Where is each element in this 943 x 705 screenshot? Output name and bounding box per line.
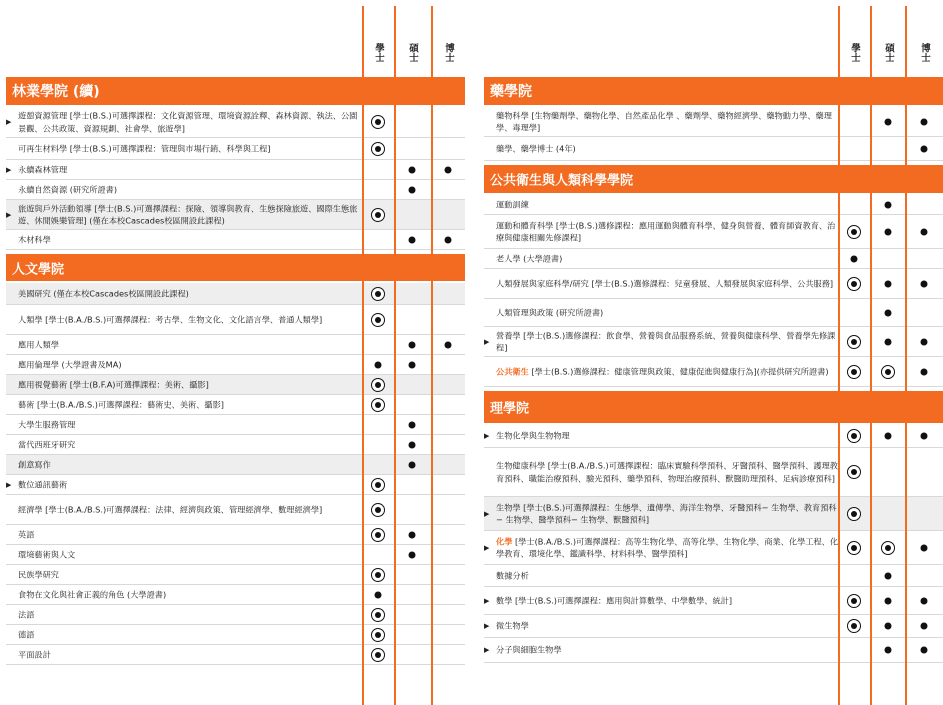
program-row [484,425,943,448]
program-name: 人類學 [學士(B.A./B.S.)可選擇課程：考古學、生物文化、文化語言學、普通人類學] [18,314,323,325]
program-name: 永續自然資源 (研究所證書) [18,184,118,195]
program-name: 經濟學 [學士(B.A./B.S.)可選擇課程：法律、經濟與政策、管理經濟學、數理經濟學] [18,504,323,515]
program-row [484,357,943,387]
ringed-dot-icon [371,608,385,622]
program-row [6,335,465,355]
ringed-dot-icon [847,225,861,239]
program-name-detail: [學士(B.A./B.S.)可選擇課程：高等生物化學、高等化學、生物化學、商業、化學工程、化學教育、環境化學、鑑識科學、材料科學、醫學預科] [496,535,839,559]
program-name: 應用倫理學 (大學證書及MA) [18,359,122,370]
doctorate-dot-icon [921,433,928,440]
bachelor-ring-icon [371,208,385,222]
program-name: 人類管理與政策 (研究所證書) [496,307,604,318]
program-row [484,137,943,161]
section-title: 人文學院 [12,262,65,277]
dot-icon [409,531,416,538]
program-row [6,138,465,160]
dot-icon [921,647,928,654]
program-row [484,497,943,531]
dot-icon [885,433,892,440]
master-ring-icon [881,541,895,555]
bachelor-ring-icon [371,287,385,301]
ringed-dot-icon [371,115,385,129]
program-row [6,525,465,545]
dot-icon [885,597,892,604]
bachelor-ring-icon [847,429,861,443]
expand-arrow-icon[interactable]: ▶ [484,509,490,518]
dot-icon [445,341,452,348]
dot-icon [921,118,928,125]
doctorate-dot-icon [921,597,928,604]
master-dot-icon [409,551,416,558]
program-row [484,448,943,497]
bachelor-ring-icon [847,507,861,521]
program-row [484,531,943,565]
program-row [6,375,465,395]
master-dot-icon [885,201,892,208]
program-name: 木材科學 [18,234,51,245]
dot-icon [885,201,892,208]
right-degree-header [484,0,943,74]
expand-arrow-icon[interactable]: ▶ [6,210,12,219]
program-row [484,195,943,215]
dot-icon [409,236,416,243]
dot-icon [409,361,416,368]
doctorate-dot-icon [445,166,452,173]
column-divider [870,6,872,705]
section-header [484,391,943,423]
program-name [496,365,839,378]
section-title: 公共衛生與人類科學學院 [490,173,634,189]
ringed-dot-icon [371,398,385,412]
program-row [484,587,943,615]
column-divider [394,6,396,705]
program-name: 法語 [18,609,35,620]
ringed-dot-icon [847,619,861,633]
bachelor-ring-icon [371,648,385,662]
ringed-dot-icon [847,277,861,291]
dot-icon [445,166,452,173]
program-name: 藥物科學 [生物藥劑學、藥物化學、自然產品化學 、藥劑學、藥物經濟學、藥物動力學、藥理學、毒理學] [496,109,832,133]
program-name: 藥學、藥學博士 (4年) [496,143,576,154]
doctorate-dot-icon [921,145,928,152]
dot-icon [375,361,382,368]
program-name-highlight: 化學 [496,535,513,546]
program-name: 美國研究 (僅在本校Cascades校區開設此課程) [18,288,189,299]
ringed-dot-icon [371,208,385,222]
ringed-dot-icon [881,365,895,379]
expand-arrow-icon[interactable]: ▶ [484,543,490,552]
program-name: 分子與細胞生物學 [496,644,562,655]
master-dot-icon [885,647,892,654]
section-header [484,165,943,193]
column-divider [431,6,433,705]
bachelor-ring-icon [371,313,385,327]
dot-icon [885,647,892,654]
degree-label: 學士 [849,42,860,62]
master-dot-icon [885,118,892,125]
program-row [484,299,943,327]
program-name: 永續森林管理 [18,164,68,175]
master-dot-icon [409,421,416,428]
program-name: 應用視覺藝術 [學士(B.F.A)可選擇課程：美術、攝影] [18,379,209,390]
program-row [6,305,465,335]
dot-icon [409,166,416,173]
master-dot-icon [885,597,892,604]
section-title: 理學院 [490,401,530,417]
ringed-dot-icon [847,594,861,608]
program-name: 營養學 [學士(B.S.)選修課程：飲食學、營養與食品服務系統、營養與健康科學、營養學先修課程] [496,329,836,353]
program-name [496,535,839,560]
bachelor-ring-icon [847,225,861,239]
doctorate-dot-icon [445,236,452,243]
program-name: 生物學 [學士(B.S.)可選擇課程：生態學、遺傳學、海洋生物學、牙醫預科− 生物學、教育預科− 生物學、醫學預科− 生物學、獸醫預科] [496,501,837,525]
expand-arrow-icon[interactable]: ▶ [484,646,490,654]
bachelor-ring-icon [847,541,861,555]
dot-icon [885,309,892,316]
degree-label: 碩士 [407,42,418,62]
ringed-dot-icon [371,287,385,301]
bachelor-dot-icon [375,591,382,598]
program-name: 創意寫作 [18,459,51,470]
program-row [6,625,465,645]
bachelor-ring-icon [371,628,385,642]
master-ring-icon [881,365,895,379]
program-name: 當代西班牙研究 [18,439,76,450]
program-name: 數據分析 [496,570,529,581]
program-name: 運動和體育科學 [學士(B.S.)選修課程：應用運動與體育科學、健身與營養、體育師資教育、治療與健康相關先修課程] [496,219,836,243]
dot-icon [851,255,858,262]
ringed-dot-icon [847,507,861,521]
dot-icon [885,572,892,579]
doctorate-dot-icon [921,623,928,630]
bachelor-ring-icon [371,478,385,492]
master-dot-icon [409,186,416,193]
program-row [484,565,943,587]
dot-icon [445,236,452,243]
doctorate-dot-icon [921,280,928,287]
master-dot-icon [409,236,416,243]
dot-icon [921,145,928,152]
bachelor-ring-icon [371,115,385,129]
expand-arrow-icon[interactable]: ▶ [484,432,490,440]
program-row [6,283,465,305]
master-dot-icon [409,531,416,538]
dot-icon [409,341,416,348]
dot-icon [375,591,382,598]
program-row [6,160,465,180]
program-row [484,269,943,299]
degree-label: 學士 [373,42,384,62]
bachelor-ring-icon [371,503,385,517]
section-title: 林業學院 (續) [12,84,100,100]
program-name: 運動訓練 [496,199,529,210]
column-divider [905,6,907,705]
dot-icon [921,280,928,287]
ringed-dot-icon [371,528,385,542]
left-program-table [6,0,465,705]
master-dot-icon [409,341,416,348]
bachelor-ring-icon [847,594,861,608]
ringed-dot-icon [371,648,385,662]
bachelor-ring-icon [847,277,861,291]
bachelor-ring-icon [847,365,861,379]
master-dot-icon [885,309,892,316]
dot-icon [885,623,892,630]
program-name: 民族學研究 [18,569,59,580]
program-name: 食物在文化與社會正義的角色 (大學證書) [18,589,167,600]
program-row [6,200,465,230]
section-header [484,77,943,105]
expand-arrow-icon[interactable]: ▶ [484,337,490,346]
expand-arrow-icon[interactable]: ▶ [484,596,490,605]
dot-icon [409,421,416,428]
master-dot-icon [885,280,892,287]
bachelor-ring-icon [371,142,385,156]
doctorate-dot-icon [921,544,928,551]
bachelor-ring-icon [371,568,385,582]
program-name-highlight: 公共衛生 [496,366,529,377]
degree-label: 博士 [443,42,454,62]
expand-arrow-icon[interactable]: ▶ [484,622,490,630]
section-header [6,254,465,281]
dot-icon [885,118,892,125]
ringed-dot-icon [371,568,385,582]
column-divider [362,6,364,705]
dot-icon [921,368,928,375]
dot-icon [921,228,928,235]
program-row [6,585,465,605]
master-dot-icon [885,433,892,440]
ringed-dot-icon [371,503,385,517]
program-name: 遊憩資源管理 [學士(B.S.)可選擇課程：文化資源管理、環境資源詮釋、森林資源、執法、公園景觀、公共政策、資源規劃、社會學、旅遊學] [18,110,358,133]
section-header [6,77,465,105]
dot-icon [921,623,928,630]
program-name: 藝術 [學士(B.A./B.S.)可選擇課程：藝術史、美術、攝影] [18,399,224,410]
program-row [484,638,943,663]
master-dot-icon [409,166,416,173]
ringed-dot-icon [371,378,385,392]
bachelor-ring-icon [847,465,861,479]
master-dot-icon [409,441,416,448]
program-name: 微生物學 [496,620,529,631]
program-row [6,455,465,475]
program-row [484,215,943,249]
dot-icon [885,228,892,235]
program-row [6,355,465,375]
program-name: 生物健康科學 [學士(B.A./B.S.)可選擇課程：臨床實驗科學預科、牙醫預科、醫學預科、護理教育預科、職能治療預科、驗光預科、藥學預科、物理治療預科、獸醫助理預科、足病診療預科] [496,460,838,483]
bachelor-ring-icon [847,619,861,633]
master-dot-icon [885,228,892,235]
expand-arrow-icon[interactable]: ▶ [6,118,12,126]
dot-icon [921,597,928,604]
bachelor-ring-icon [371,378,385,392]
program-name: 數學 [學士(B.S.)可選擇課程：應用與計算數學、中學數學、統計] [496,595,733,606]
program-name: 英語 [18,529,35,540]
left-degree-header [6,0,465,74]
ringed-dot-icon [847,541,861,555]
bachelor-dot-icon [375,361,382,368]
ringed-dot-icon [371,628,385,642]
master-dot-icon [409,461,416,468]
dot-icon [921,544,928,551]
right-program-table [484,0,943,705]
dot-icon [921,338,928,345]
bachelor-ring-icon [371,528,385,542]
program-name: 老人學 (大學證書) [496,253,563,264]
master-dot-icon [885,572,892,579]
doctorate-dot-icon [921,228,928,235]
bachelor-ring-icon [371,608,385,622]
program-name: 環境藝術與人文 [18,549,76,560]
program-row [6,605,465,625]
degree-label: 碩士 [883,42,894,62]
program-row [6,475,465,495]
master-dot-icon [885,338,892,345]
bachelor-dot-icon [851,255,858,262]
doctorate-dot-icon [921,647,928,654]
dot-icon [409,551,416,558]
dot-icon [885,280,892,287]
ringed-dot-icon [371,313,385,327]
master-dot-icon [885,623,892,630]
program-name: 生物化學與生物物理 [496,430,570,441]
program-name: 德語 [18,629,35,640]
program-row [484,615,943,638]
master-dot-icon [409,361,416,368]
program-row [6,545,465,565]
program-row [6,180,465,200]
ringed-dot-icon [847,465,861,479]
dot-icon [409,186,416,193]
program-name: 旅遊與戶外活動領導 [學士(B.S.)可選擇課程：探險、領導與教育、生態探險旅遊、國際生態旅遊、休閒娛樂管理] (僅在本校Cascades校區開設此課程) [18,202,358,226]
doctorate-dot-icon [921,368,928,375]
program-row [6,495,465,525]
program-name: 應用人類學 [18,339,59,350]
ringed-dot-icon [371,142,385,156]
expand-arrow-icon[interactable]: ▶ [6,480,12,489]
expand-arrow-icon[interactable]: ▶ [6,165,12,174]
program-row [6,645,465,665]
doctorate-dot-icon [921,118,928,125]
program-row [6,230,465,250]
program-name: 人類發展與家庭科學/研究 [學士(B.S.)選修課程：兒童發展、人類發展與家庭科學、公共服務] [496,278,834,289]
program-name: 大學生服務管理 [18,419,76,430]
doctorate-dot-icon [445,341,452,348]
ringed-dot-icon [881,541,895,555]
program-row [6,107,465,138]
bachelor-ring-icon [847,335,861,349]
ringed-dot-icon [847,365,861,379]
program-row [6,415,465,435]
program-row [6,395,465,415]
ringed-dot-icon [847,335,861,349]
ringed-dot-icon [847,429,861,443]
program-row [6,565,465,585]
program-name: 平面設計 [18,649,51,660]
program-name: 數位通訊藝術 [18,479,68,490]
program-name-detail: [學士(B.S.)選修課程：健康管理與政策、健康促進與健康行為](亦提供研究所證書) [528,366,829,377]
program-row [484,249,943,269]
bachelor-ring-icon [371,398,385,412]
section-title: 藥學院 [490,84,532,100]
doctorate-dot-icon [921,338,928,345]
ringed-dot-icon [371,478,385,492]
column-divider [838,6,840,705]
program-row [484,327,943,357]
dot-icon [409,461,416,468]
program-row [484,107,943,137]
dot-icon [921,433,928,440]
dot-icon [885,338,892,345]
degree-label: 博士 [919,42,930,62]
dot-icon [409,441,416,448]
program-row [6,435,465,455]
program-name: 可再生材料學 [學士(B.S.)可選擇課程：管理與市場行銷、科學與工程] [18,143,271,154]
